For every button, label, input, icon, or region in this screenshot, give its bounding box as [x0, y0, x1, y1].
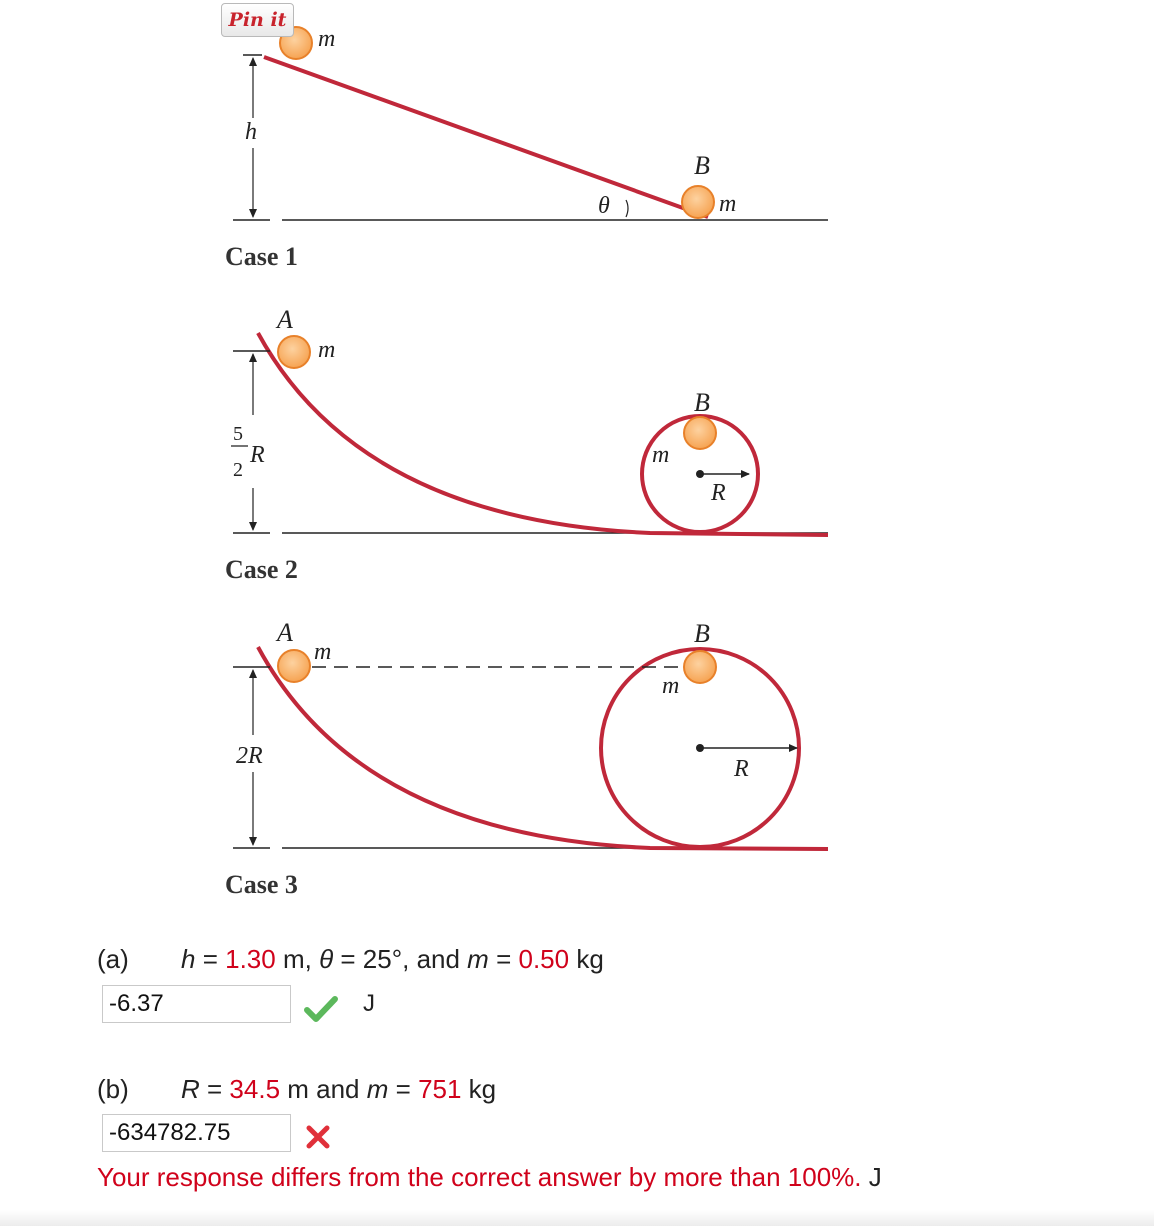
case1-ball-b	[682, 186, 714, 218]
part-b-answer-field[interactable]: -634782.75	[102, 1114, 291, 1152]
case3-title: Case 3	[225, 870, 298, 899]
case3-radius-label: R	[734, 756, 749, 782]
part-a-theta-variable: θ	[319, 944, 334, 974]
part-a-h-value: 1.30	[225, 944, 276, 974]
case2-ball-a	[278, 336, 310, 368]
case3-mass-b-label: m	[662, 673, 680, 699]
part-a-m-unit: kg	[569, 944, 604, 974]
case-1-diagram	[225, 26, 828, 271]
case1-point-b-label: B	[694, 151, 710, 180]
case2-mass-b-label: m	[652, 442, 670, 468]
case2-mass-a-label: m	[318, 337, 336, 363]
case3-point-a-label: A	[277, 618, 293, 647]
case2-title: Case 2	[225, 555, 298, 584]
part-a-m-value: 0.50	[518, 944, 570, 974]
case-2-diagram	[225, 305, 828, 584]
case2-point-a-label: A	[277, 305, 293, 334]
check-icon	[304, 995, 338, 1023]
case2-height-denominator: 2	[233, 459, 243, 481]
part-b-feedback-text: Your response differs from the correct answer by more than 100%.	[97, 1162, 862, 1192]
case1-angle-arc	[626, 200, 628, 217]
bottom-scroll-shade	[0, 1210, 1154, 1226]
case3-height-label: 2R	[236, 743, 263, 769]
case2-radius-label: R	[711, 480, 726, 506]
case1-angle-label: θ	[598, 193, 610, 219]
case-3-diagram	[225, 618, 828, 899]
part-b-feedback-unit: J	[868, 1162, 882, 1192]
part-b-equals-1: =	[199, 1074, 230, 1104]
part-b-label: (b)	[97, 1074, 129, 1104]
part-b-m-unit: kg	[461, 1074, 497, 1104]
part-a-theta-text: = 25°, and	[333, 944, 468, 974]
case3-ball-a	[278, 650, 310, 682]
part-a-h-unit: m,	[275, 944, 320, 974]
case3-ball-b	[684, 651, 716, 683]
cross-icon	[305, 1124, 331, 1150]
part-b-m-variable: m	[366, 1074, 389, 1104]
part-a-equals-1: =	[195, 944, 226, 974]
pin-it-button[interactable]: Pin it	[221, 3, 294, 37]
case2-height-variable: R	[250, 442, 265, 468]
part-a-label: (a)	[97, 944, 129, 974]
part-a-answer-field[interactable]: -6.37	[102, 985, 291, 1023]
case1-height-label: h	[245, 119, 257, 145]
case1-mass-a-label: m	[318, 26, 336, 52]
part-b-question	[97, 1074, 496, 1105]
part-a-m-variable: m	[467, 944, 489, 974]
case2-point-b-label: B	[694, 388, 710, 417]
part-b-feedback	[97, 1162, 882, 1193]
part-a-question	[97, 944, 604, 975]
part-b-equals-2: =	[388, 1074, 419, 1104]
case3-mass-a-label: m	[314, 639, 332, 665]
case1-title: Case 1	[225, 242, 298, 271]
part-b-r-variable: R	[181, 1074, 200, 1104]
case3-point-b-label: B	[694, 619, 710, 648]
case1-mass-b-label: m	[719, 191, 737, 217]
case2-height-numerator: 5	[233, 423, 243, 445]
part-b-m-value: 751	[418, 1074, 462, 1104]
part-a-equals-2: =	[488, 944, 519, 974]
part-b-r-text: m and	[280, 1074, 367, 1104]
case2-ball-b	[684, 417, 716, 449]
part-b-r-value: 34.5	[229, 1074, 281, 1104]
part-a-h-variable: h	[181, 944, 196, 974]
part-a-answer-unit: J	[363, 990, 375, 1017]
case1-ramp	[264, 57, 708, 217]
